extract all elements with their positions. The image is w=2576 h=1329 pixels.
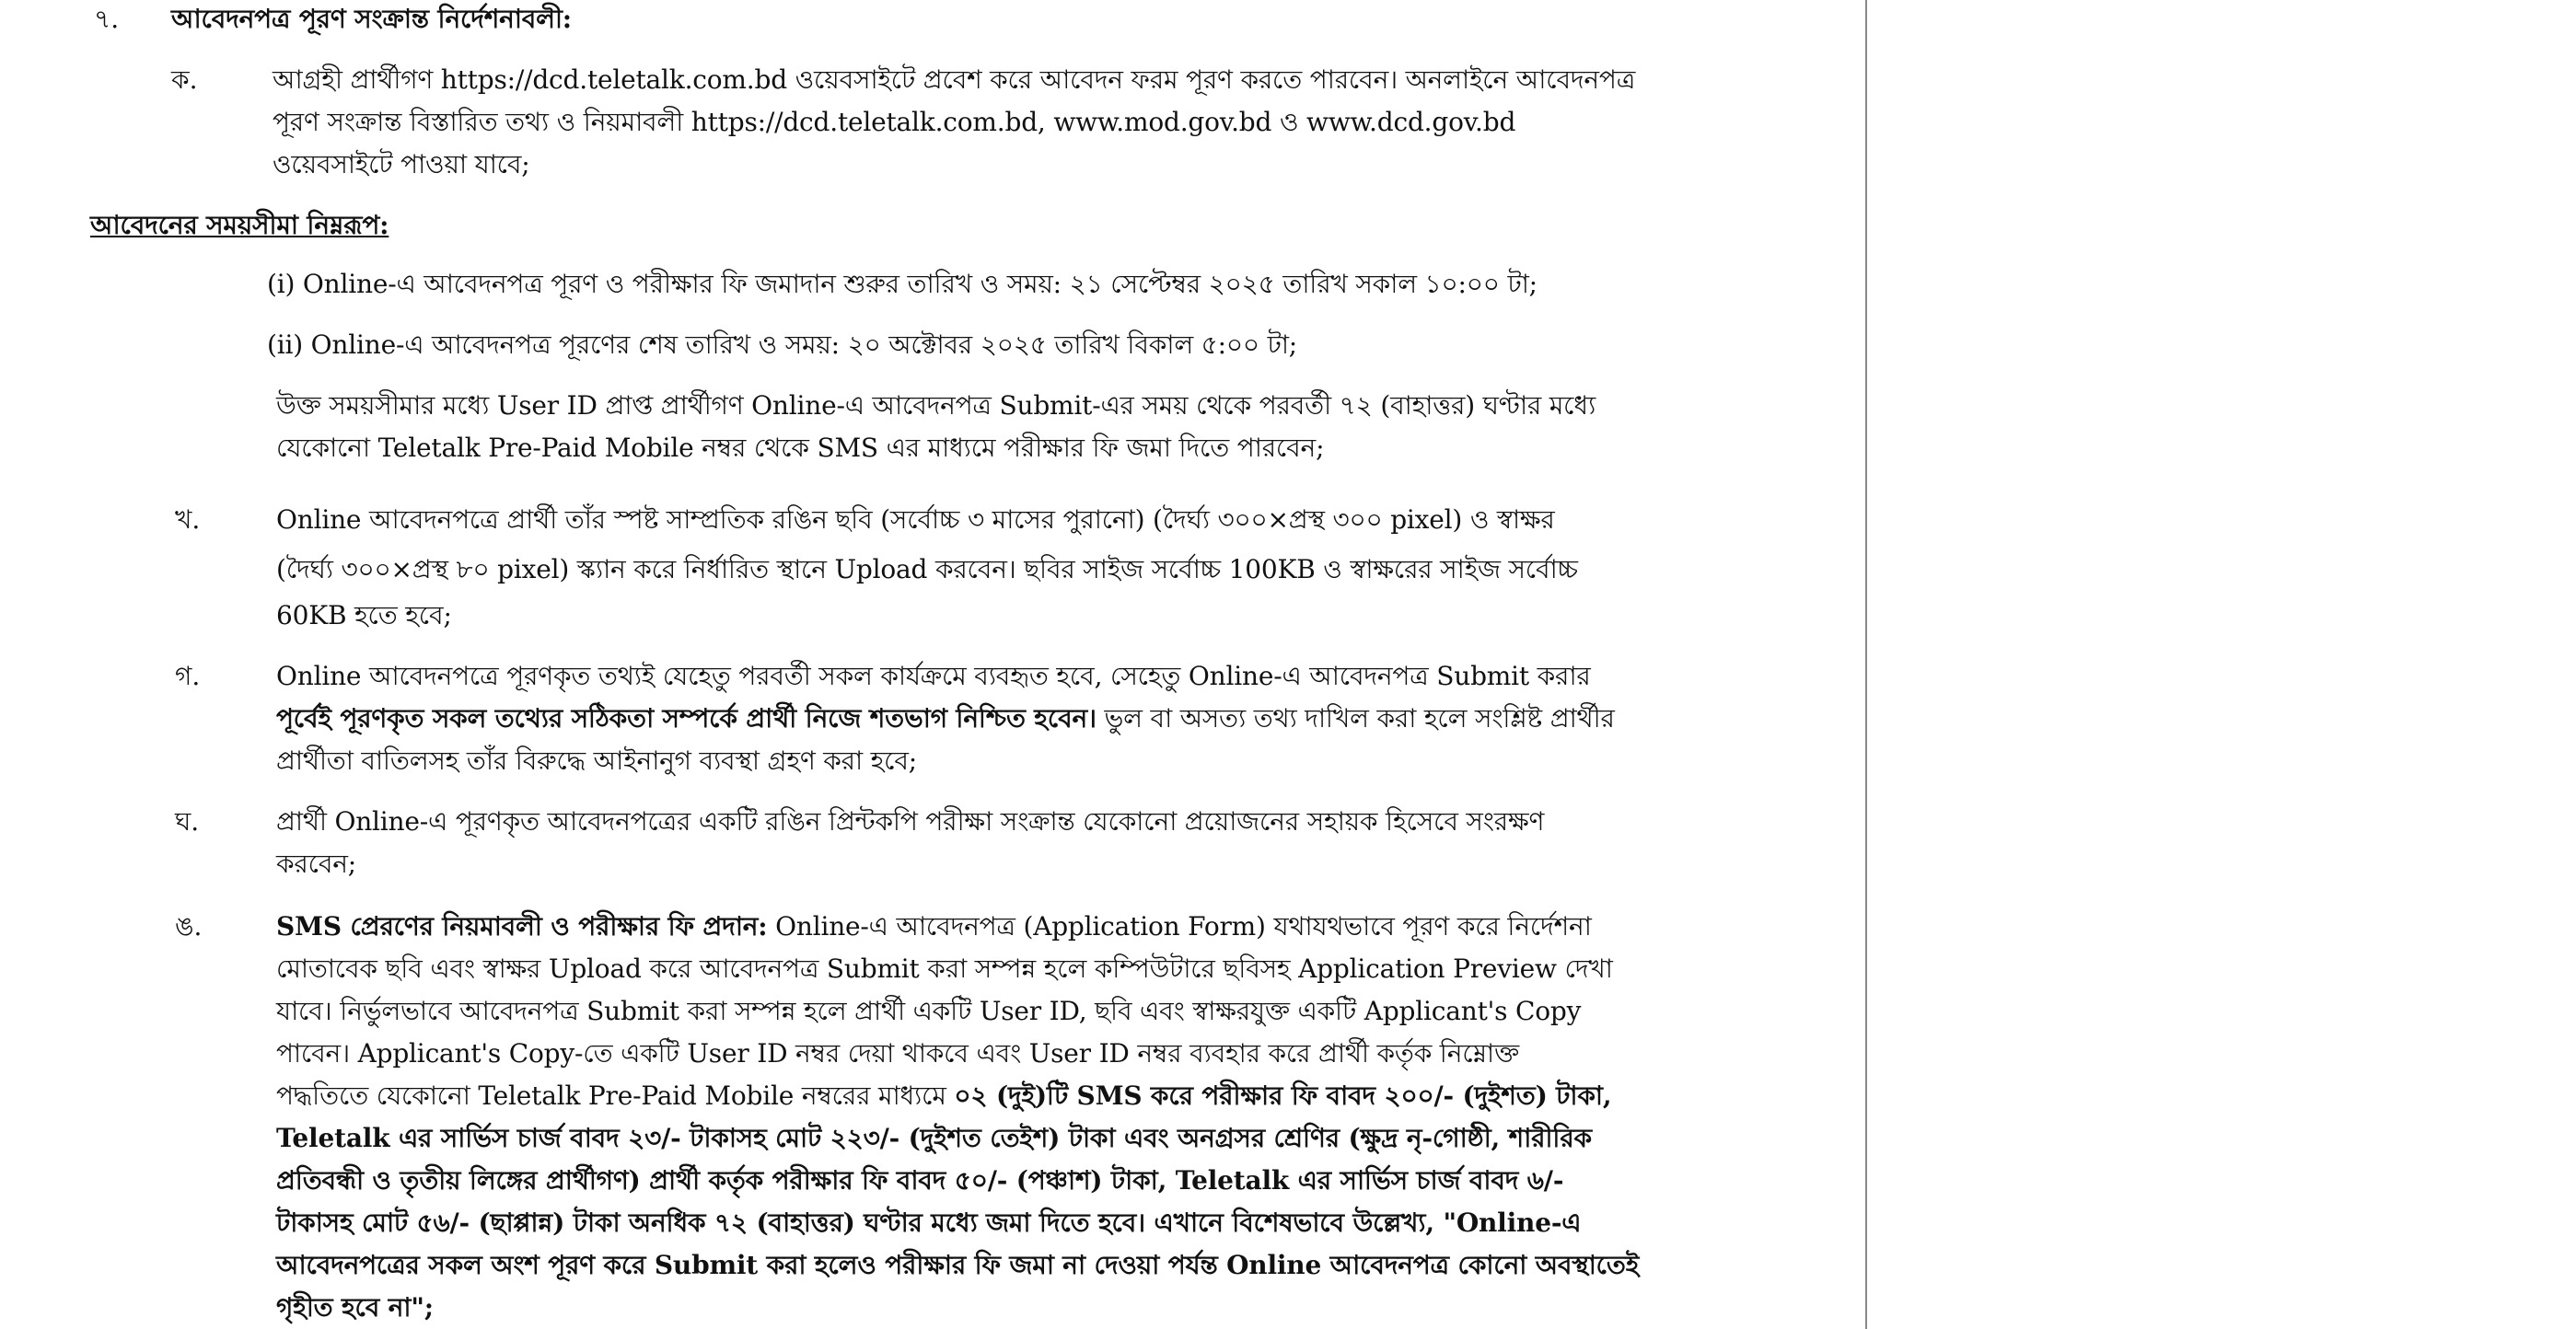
deadline-heading: আবেদনের সময়সীমা নিম্নরূপ: xyxy=(90,210,389,240)
item-kha-line-2: (দৈর্ঘ্য ৩০০×প্রস্থ ৮০ pixel) স্ক্যান করে নির্ধারিত স্থানে Upload করবেন। ছবির সাইজ সর্বোচ্চ 100KB ও স্বাক্ষরের সাইজ সর্বোচ্চ xyxy=(276,554,1578,584)
item-uma-line-1-rest: Online-এ আবেদনপত্র (Application Form) যথাযথভাবে পূরণ করে নির্দেশনা xyxy=(767,911,1592,942)
item-ka-marker: ক. xyxy=(171,64,198,95)
item-kha-line-3: 60KB হতে হবে; xyxy=(276,600,452,630)
deadline-item-ii: (ii) Online-এ আবেদনপত্র পূরণের শেষ তারিখ ও সময়: ২০ অক্টোবর ২০২৫ তারিখ বিকাল ৫:০০ টা; xyxy=(267,329,1298,360)
item-uma-line-5-bold: ০২ (দুই)টি SMS করে পরীক্ষার ফি বাবদ ২০০/- (দুইশত) টাকা, xyxy=(954,1081,1612,1111)
item-uma-line-3: যাবে। নির্ভুলভাবে আবেদনপত্র Submit করা সম্পন্ন হলে প্রার্থী একটি User ID, ছবি এবং স্বাক্ষরযুক্ত একটি Applicant's Copy xyxy=(276,996,1582,1026)
item-uma-heading: SMS প্রেরণের নিয়মাবলী ও পরীক্ষার ফি প্রদান: xyxy=(276,911,768,942)
item-ga-marker: গ. xyxy=(175,661,201,691)
blank-margin-area xyxy=(1867,0,2576,1329)
item-gha-line-2: করবেন; xyxy=(276,849,356,879)
item-gha-line-1: প্রার্থী Online-এ পূরণকৃত আবেদনপত্রের একটি রঙিন প্রিন্টকপি পরীক্ষা সংক্রান্ত যেকোনো প্রয়োজনের সহায়ক হিসেবে সংরক্ষণ xyxy=(276,806,1545,837)
item-uma-line-4: পাবেন। Applicant's Copy-তে একটি User ID নম্বর দেয়া থাকবে এবং User ID নম্বর ব্যবহার করে প্রার্থী কর্তৃক নিম্নোক্ত xyxy=(276,1038,1519,1069)
item-ka-line-1: আগ্রহী প্রার্থীগণ https://dcd.teletalk.com.bd ওয়েবসাইটে প্রবেশ করে আবেদন ফরম পূরণ করতে পারবেন। অনলাইনে আবেদনপত্র xyxy=(273,64,1636,95)
section-title: আবেদনপত্র পূরণ সংক্রান্ত নির্দেশনাবলী: xyxy=(171,4,572,34)
item-uma-marker: ঙ. xyxy=(175,911,203,942)
section-number: ৭. xyxy=(94,4,120,34)
item-uma-line-5 xyxy=(276,1081,1611,1112)
deadline-note-line-2: যেকোনো Teletalk Pre-Paid Mobile নম্বর থেকে SMS এর মাধ্যমে পরীক্ষার ফি জমা দিতে পারবেন; xyxy=(276,433,1325,463)
item-kha-line-1: Online আবেদনপত্রে প্রার্থী তাঁর স্পষ্ট সাম্প্রতিক রঙিন ছবি (সর্বোচ্চ ৩ মাসের পুরানো) (দৈর্ঘ্য ৩০০×প্রস্থ ৩০০ pixel) ও স্বাক্ষর xyxy=(276,504,1555,535)
item-ga-line-2 xyxy=(276,703,1615,734)
deadline-item-i: (i) Online-এ আবেদনপত্র পূরণ ও পরীক্ষার ফি জমাদান শুরুর তারিখ ও সময়: ২১ সেপ্টেম্বর ২০২৫ তারিখ সকাল ১০:০০ টা; xyxy=(267,269,1537,299)
item-uma-line-2: মোতাবেক ছবি এবং স্বাক্ষর Upload করে আবেদনপত্র Submit করা সম্পন্ন হলে কম্পিউটারে ছবিসহ Application Preview দেখা xyxy=(276,953,1613,984)
item-uma-line-6: Teletalk এর সার্ভিস চার্জ বাবদ ২৩/- টাকাসহ মোট ২২৩/- (দুইশত তেইশ) টাকা এবং অনগ্রসর শ্রেণির (ক্ষুদ্র নৃ-গোষ্ঠী, শারীরিক xyxy=(276,1123,1592,1153)
item-ka-line-3: ওয়েবসাইটে পাওয়া যাবে; xyxy=(273,149,530,179)
item-ga-line-2-rest: ভুল বা অসত্য তথ্য দাখিল করা হলে সংশ্লিষ্ট প্রার্থীর xyxy=(1096,703,1615,734)
item-uma-line-5-rest: পদ্ধতিতে যেকোনো Teletalk Pre-Paid Mobile নম্বরের মাধ্যমে xyxy=(276,1081,955,1111)
item-uma-line-1 xyxy=(276,911,1592,942)
item-ga-emphasis: পূর্বেই পূরণকৃত সকল তথ্যের সঠিকতা সম্পর্কে প্রার্থী নিজে শতভাগ নিশ্চিত হবেন। xyxy=(276,703,1097,734)
item-ka-line-2: পূরণ সংক্রান্ত বিস্তারিত তথ্য ও নিয়মাবলী https://dcd.teletalk.com.bd, www.mod.gov.bd ও www.dcd.gov.bd xyxy=(273,107,1516,137)
item-uma-line-9: আবেদনপত্রের সকল অংশ পূরণ করে Submit করা হলেও পরীক্ষার ফি জমা না দেওয়া পর্যন্ত Online আবেদনপত্র কোনো অবস্থাতেই xyxy=(276,1250,1640,1280)
item-kha-marker: খ. xyxy=(175,504,201,535)
item-uma-line-10: গৃহীত হবে না"; xyxy=(276,1292,434,1323)
item-ga-line-1: Online আবেদনপত্রে পূরণকৃত তথ্যই যেহেতু পরবর্তী সকল কার্যক্রমে ব্যবহৃত হবে, সেহেতু Online-এ আবেদনপত্র Submit করার xyxy=(276,661,1591,691)
item-uma-line-7: প্রতিবন্ধী ও তৃতীয় লিঙ্গের প্রার্থীগণ) প্রার্থী কর্তৃক পরীক্ষার ফি বাবদ ৫০/- (পঞ্চাশ) টাকা, Teletalk এর সার্ভিস চার্জ বাবদ ৬/- xyxy=(276,1165,1564,1196)
item-ga-line-3: প্রার্থীতা বাতিলসহ তাঁর বিরুদ্ধে আইনানুগ ব্যবস্থা গ্রহণ করা হবে; xyxy=(276,745,918,776)
deadline-note-line-1: উক্ত সময়সীমার মধ্যে User ID প্রাপ্ত প্রার্থীগণ Online-এ আবেদনপত্র Submit-এর সময় থেকে পরবর্তী ৭২ (বাহাত্তর) ঘণ্টার মধ্যে xyxy=(276,390,1596,421)
item-uma-line-8: টাকাসহ মোট ৫৬/- (ছাপ্পান্ন) টাকা অনধিক ৭২ (বাহাত্তর) ঘণ্টার মধ্যে জমা দিতে হবে। এখানে বিশেষভাবে উল্লেখ্য, "Online-এ xyxy=(276,1208,1582,1238)
item-gha-marker: ঘ. xyxy=(175,806,200,837)
